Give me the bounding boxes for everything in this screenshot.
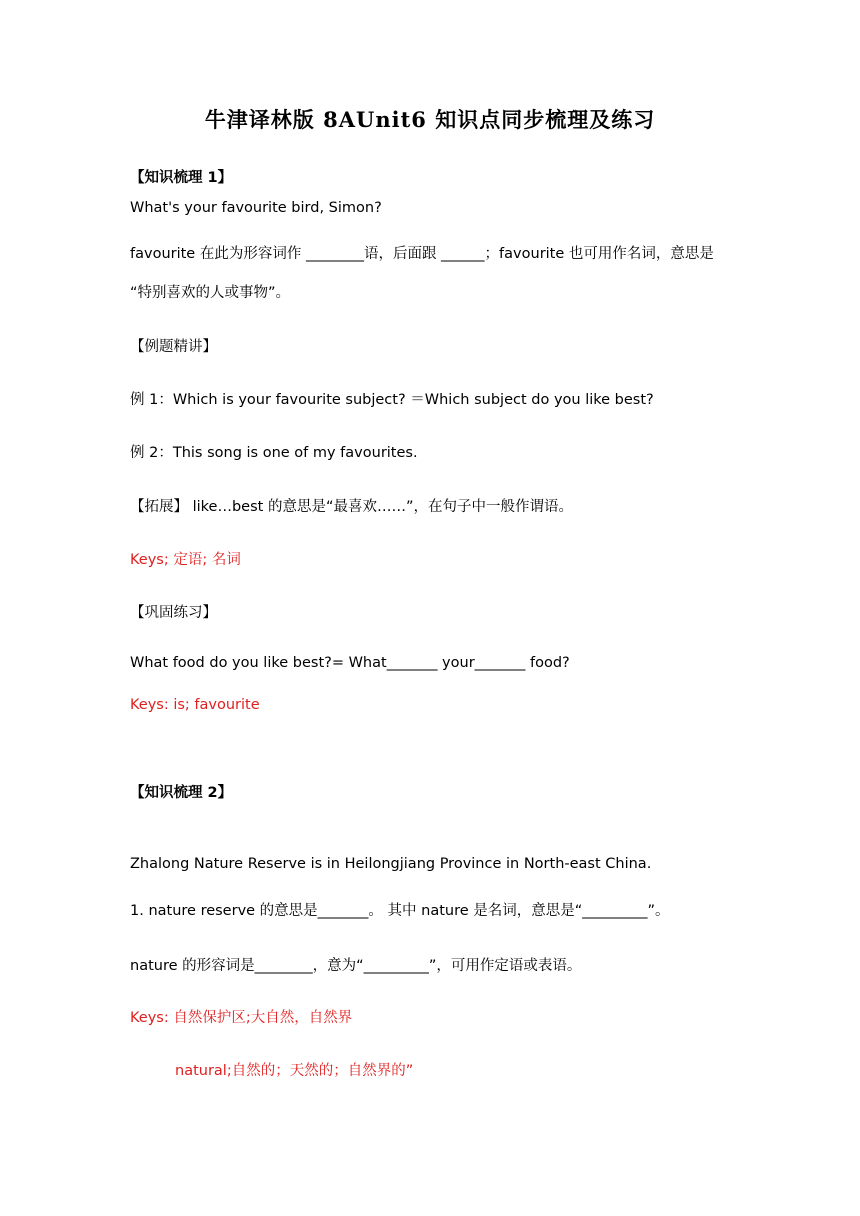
section2-item1: 1. nature reserve 的意思是_______。 其中 nature 是名词，意思是“_________”。: [130, 903, 670, 919]
example-2: 例 2：This song is one of my favourites.: [130, 445, 418, 461]
keys-answer-3: Keys: 自然保护区;大自然，自然界: [130, 1010, 353, 1026]
practice-question: What food do you like best?= What_______ your_______ food?: [130, 655, 570, 671]
extension-note: 【拓展】 like…best 的意思是“最喜欢……”，在句子中一般作谓语。: [130, 499, 573, 515]
keys-answer-1: Keys; 定语; 名词: [130, 552, 241, 568]
example-1: 例 1：Which is your favourite subject? ＝Which subject do you like best?: [130, 392, 654, 408]
practice-heading: 【巩固练习】: [130, 605, 217, 621]
section1-explanation-line1: favourite 在此为形容词作 ________语，后面跟 ______；favourite 也可用作名词，意思是: [130, 246, 714, 262]
page-title: 牛津译林版 8AUnit6 知识点同步梳理及练习: [204, 107, 656, 132]
section1-sentence: What's your favourite bird, Simon?: [130, 200, 382, 216]
keys-answer-2: Keys: is; favourite: [130, 697, 260, 713]
section1-explanation-line2: “特别喜欢的人或事物”。: [130, 285, 291, 301]
keys-answer-3-continued: natural;自然的；天然的；自然界的”: [175, 1063, 414, 1079]
section2-item2: nature 的形容词是________，意为“_________”，可用作定语或表语。: [130, 958, 582, 974]
section1-heading: 【知识梳理 1】: [130, 170, 233, 186]
section2-heading: 【知识梳理 2】: [130, 785, 233, 801]
section2-sentence: Zhalong Nature Reserve is in Heilongjiang Province in North-east China.: [130, 856, 652, 872]
examples-heading: 【例题精讲】: [130, 339, 217, 355]
